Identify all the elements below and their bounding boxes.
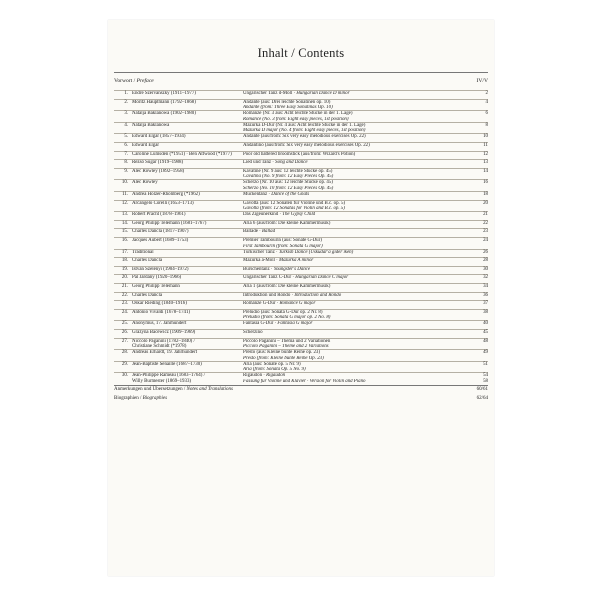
entry-page: 14 xyxy=(483,168,488,174)
entry-page: 12 xyxy=(483,151,488,157)
entry-number: 25. xyxy=(121,321,128,327)
preface-label: Vorwort / xyxy=(114,78,137,84)
entry-page: 10 xyxy=(483,134,488,140)
entry-number: 1. xyxy=(124,91,128,96)
entry-page: 34 xyxy=(483,284,488,289)
entry-composer: Arcangelo Corelli (1653–1713) xyxy=(132,200,194,206)
entry-number: 24. xyxy=(121,309,128,315)
entry-composer-2: Christiane Schmidt (*1978) xyxy=(132,344,187,350)
entry-work-title: Andante (aus: Drei leichte Sonatinen op. 10) xyxy=(243,99,331,105)
entry-page: 13 xyxy=(483,160,488,166)
entry-work xyxy=(243,201,474,212)
entry-page: 18 xyxy=(483,192,488,197)
entry-number: 12. xyxy=(121,200,128,206)
entry-number: 20. xyxy=(121,275,128,281)
preface-entry xyxy=(114,78,488,90)
entry-work-subtitle: Romance (No. 3 from: Eight easy pieces, 1st position) xyxy=(243,116,349,122)
entry-composer: Alec Rowley (1892–1958) xyxy=(132,168,185,174)
footer-page: 60/61 xyxy=(476,387,488,392)
entry-work-title: Premier Tambourin (aus: Sonate G-Dur) xyxy=(243,238,322,243)
entry-work-title: Ballade · xyxy=(243,229,263,235)
entry-work-title: Romanze G-Dur · xyxy=(243,301,280,307)
preface-label-en: Preface xyxy=(136,78,154,84)
entry-work-subtitle: Piccolo Paganini – Theme and 2 Variations xyxy=(243,344,329,350)
entry-work-title-en: Song and Dance xyxy=(275,160,308,166)
entry-work-title: Romanze (Nr. 3 aus: Acht leichte Stücke in der 1. Lage) xyxy=(243,111,353,117)
entry-work-title: Lied und Tanz · xyxy=(243,160,276,166)
entry-number: 7. xyxy=(124,151,128,157)
entry-number: 30. xyxy=(121,373,128,379)
entry-composer: Jean-Philippe Rameau (1683–1764) / xyxy=(132,373,205,379)
entry-number: 16. xyxy=(121,238,128,243)
entry-work xyxy=(243,373,474,384)
entry-work-title: Aria 6 (aus/from: Die kleine Kammermusik) xyxy=(243,220,331,226)
entry-composer: Alec Rowley xyxy=(132,180,158,186)
entry-work-title-en: Ballad xyxy=(262,229,276,235)
entry-number: 26. xyxy=(121,330,128,335)
entry-work-subtitle: Aria (from: Sonata Op. 5 No. 9) xyxy=(243,367,306,373)
entry-number: 4. xyxy=(124,122,128,128)
entry-work-title: Das Zigeunerkind · xyxy=(243,212,283,218)
entry-work xyxy=(243,91,474,97)
entry-page: 54 xyxy=(483,373,488,379)
entry-work-title: Rigaudon · xyxy=(243,373,267,379)
entry-composer: Edward Elgar xyxy=(132,143,160,148)
entry-work xyxy=(243,301,474,307)
entry-work-title: Piccolo Paganini – Thema und 2 Variationen xyxy=(243,338,331,344)
entry-work-subtitle: Scherzo (No. 10 from: 12 Easy Pieces Op. 45) xyxy=(243,185,334,191)
entry-page: 38 xyxy=(483,309,488,315)
entry-composer: István Szelényi (1904–1972) xyxy=(132,266,189,272)
entry-work xyxy=(243,350,474,361)
entry-work-title: Kavatine (Nr. 9 aus: 12 leichte Stücke op. 45) xyxy=(243,168,333,174)
entry-number: 14. xyxy=(121,220,128,226)
entry-page: 20 xyxy=(483,200,488,206)
entry-page: 21 xyxy=(483,212,488,218)
footer-label: Biographien / xyxy=(114,396,143,401)
entry-work-title: Andantino (aus/from: Six very easy melodious exercises Op. 22) xyxy=(243,143,370,148)
entry-number: 9. xyxy=(124,168,128,174)
entry-work xyxy=(243,152,474,158)
entry-work-title: Poor old battered broomstick (aus/from: Wizard's Potion) xyxy=(243,151,356,157)
entry-composer: Oskar Rieding (1840–1916) xyxy=(132,301,187,307)
entry-page: 4 xyxy=(485,99,488,105)
entry-work-title: Fantasia G-Dur · xyxy=(243,321,278,327)
entry-work-subtitle: Preludio (from: Sonata G major op. 2 No. 8) xyxy=(243,315,331,321)
entry-composer: Rezső Sugár (1919–1988) xyxy=(132,160,184,166)
entry-work-title: Burschentanz · xyxy=(243,266,274,272)
entry-work xyxy=(243,100,474,111)
entry-work xyxy=(243,330,474,336)
entry-work-title: Andante (aus/from: Six very easy melodious exercises Op. 22) xyxy=(243,134,366,140)
entry-page: 40 xyxy=(483,321,488,327)
entry-number: 23. xyxy=(121,301,128,307)
entry-work-title: Mazurka a-Moll · xyxy=(243,258,279,264)
entry-number: 17. xyxy=(121,249,128,255)
entry-work-subtitle: Cavatina (No. 9 from: 12 Easy Pieces Op. 45) xyxy=(243,174,334,180)
entry-work-title: Aria 1 (aus/from: Die kleine Kammermusik) xyxy=(243,284,331,289)
footer-label-en: Biographies xyxy=(142,396,168,401)
footer-entry xyxy=(114,387,488,392)
entry-composer: Antonio Vivaldi (1678–1741) xyxy=(132,309,191,315)
entry-composer: Georg Philipp Telemann xyxy=(132,284,180,289)
entry-composer: Charles Dancla xyxy=(132,292,163,298)
entry-page: 24 xyxy=(483,238,488,243)
entry-page: 11 xyxy=(483,143,488,148)
entry-page: 36 xyxy=(483,292,488,298)
entry-work-subtitle: Fassung für Violine und Klavier · Version for Violin and Piano xyxy=(243,378,366,384)
footer-label: Anmerkungen und Übersetzungen / xyxy=(114,387,187,392)
entry-composer: Pál Járdány (1920–1966) xyxy=(132,275,182,281)
entry-page: 16 xyxy=(483,180,488,186)
entry-work-subtitle: Presto (from: Kleine bunte Reihe Op. 23) xyxy=(243,355,324,361)
entry-number: 6. xyxy=(124,143,128,148)
entry-number: 15. xyxy=(121,229,128,235)
entry-composer: Edward Elgar (1857–1934) xyxy=(132,134,186,140)
entry-work xyxy=(243,293,474,299)
entry-composer: Natalja Baklanowa (1902–1980) xyxy=(132,111,196,117)
entry-work xyxy=(243,221,474,227)
entry-page: 51 xyxy=(483,361,488,367)
entry-page: 48 xyxy=(483,338,488,344)
entry-composer: Endre Szervánszky (1911–1977) xyxy=(132,91,196,96)
footer-entry xyxy=(114,396,488,401)
entry-work xyxy=(243,321,474,327)
entry-page: 30 xyxy=(483,266,488,272)
entry-work xyxy=(243,180,474,191)
entry-work-title: Scherzo (Nr. 10 aus: 12 leichte Stücke op. 45) xyxy=(243,180,333,186)
entry-composer: Andreas Erhardt, 19. Jahrhundert xyxy=(132,350,198,356)
entry-composer: Niccolò Paganini (1782–1840) / xyxy=(132,338,195,344)
entry-work xyxy=(243,339,474,350)
entry-number: 22. xyxy=(121,292,128,298)
entry-page: 32 xyxy=(483,275,488,281)
entry-work xyxy=(243,123,474,134)
entry-work-title: Presto (aus: Kleine bunte Reihe op. 23) xyxy=(243,350,321,356)
entry-number: 27. xyxy=(121,338,128,344)
entry-work xyxy=(243,258,474,264)
entry-number: 10. xyxy=(121,180,128,186)
entry-work xyxy=(243,310,474,321)
entry-page: 28 xyxy=(483,258,488,264)
entry-work-title-en: Introduction and Rondo xyxy=(294,292,342,298)
entry-work-subtitle: Andante (from: Three Easy Sonatinas Op. 10) xyxy=(243,105,333,111)
entry-work xyxy=(243,134,474,140)
entry-composer: Georg Philipp Telemann (1681–1767) xyxy=(132,220,207,226)
entry-composer: Traditional xyxy=(132,249,154,255)
divider xyxy=(114,385,488,386)
entry-number: 18. xyxy=(121,258,128,264)
entry-work xyxy=(243,160,474,166)
entry-composer: Moritz Hauptmann (1792–1868) xyxy=(132,99,196,105)
entry-work xyxy=(243,111,474,122)
entry-page: 45 xyxy=(483,330,488,335)
entry-number: 28. xyxy=(121,350,128,356)
entry-work-title: Mazurka D-Dur (Nr. 4 aus: Acht leichte Stücke in der 1. Lage) xyxy=(243,122,366,128)
entry-work-title: Preludio (aus: Sonata G-Dur op. 2 Nr. 8) xyxy=(243,309,323,315)
entry-composer: Charles Dancla (1817–1907) xyxy=(132,229,189,235)
entry-work-title-en: Mazurka A minor xyxy=(279,258,314,264)
entry-number: 29. xyxy=(121,361,128,367)
entry-work-title: Mückentanz · xyxy=(243,192,272,197)
entry-number: 21. xyxy=(121,284,128,289)
entry-page: 49 xyxy=(483,350,488,356)
entry-work-title-en: Romance G major xyxy=(279,301,316,307)
footer-label-en: Notes and Translations xyxy=(186,387,233,392)
entry-work xyxy=(243,362,474,373)
page-title: Inhalt / Contents xyxy=(257,46,345,60)
entry-number: 19. xyxy=(121,266,128,272)
contents-entry xyxy=(114,372,488,385)
entry-work-subtitle: Mazurka D major (No. 4 from: Eight easy pieces, 1st position) xyxy=(243,128,366,134)
entry-page: 6 xyxy=(485,111,488,117)
entry-composer: Andrea Holzer-Rhomberg (*1962) xyxy=(132,192,200,197)
entry-work-title-en: Hungarian Dance D minor xyxy=(296,91,350,96)
entry-number: 5. xyxy=(124,134,128,140)
entry-composer: Anonymus, 17. Jahrhundert xyxy=(132,321,187,327)
entry-number: 11. xyxy=(122,192,128,197)
entry-page: 22 xyxy=(483,220,488,226)
entry-work xyxy=(243,267,474,273)
entry-page: 23 xyxy=(483,229,488,235)
entry-work-title: Aria (aus: Sonate op. 5 Nr. 9) xyxy=(243,361,301,367)
contents-page xyxy=(108,20,494,576)
footer-page: 62/64 xyxy=(476,396,488,401)
entry-page: 2 xyxy=(485,91,488,96)
entry-page: 8 xyxy=(485,122,488,128)
entry-work-title-en: Fantasia G major xyxy=(277,321,313,327)
entry-number: 8. xyxy=(124,160,128,166)
entry-work-title-en: The Gypsy Child xyxy=(282,212,316,218)
entry-number: 13. xyxy=(121,212,128,218)
entry-number: 3. xyxy=(124,111,128,117)
divider xyxy=(114,72,488,73)
entry-work-title-en: Rigaudon xyxy=(266,373,286,379)
entry-work xyxy=(243,192,474,198)
entry-work xyxy=(243,250,474,256)
entry-page: 26 xyxy=(483,249,488,255)
entry-page-2: 58 xyxy=(483,378,488,384)
entry-work-title: Introduktion und Rondo · xyxy=(243,292,295,298)
entry-work-title: Ungarischer Tanz C-Dur · xyxy=(243,275,296,281)
entry-work-title: Ungarischer Tanz d-Moll · xyxy=(243,91,297,96)
entry-work-title: Türkischer Tanz · xyxy=(243,249,279,255)
entry-work-title-en: Dance of the Gnats xyxy=(271,192,310,197)
entry-work xyxy=(243,212,474,218)
entry-composer-2: Willy Burmester (1869–1933) xyxy=(132,378,192,384)
entry-composer: Caroline Lumsden (*1951) · Ben Attwood (*1977) xyxy=(132,151,232,157)
entry-work xyxy=(243,169,474,180)
entry-work-title-en: Hungarian Dance C major xyxy=(295,275,349,281)
entry-composer: Jean-Baptiste Senaillé (1687–1730) xyxy=(132,361,202,367)
entry-number: 2. xyxy=(124,99,128,105)
entry-page: 37 xyxy=(483,301,488,307)
entry-work xyxy=(243,238,474,249)
entry-work-title: Gavotta (aus: 12 Sonaten für Violine und B.c. op. 5) xyxy=(243,200,346,206)
entry-work-subtitle: First Tambourin (from: Sonata G major) xyxy=(243,243,323,249)
entry-work-title: Scherzino xyxy=(243,330,263,335)
entry-composer: Natalja Baklanowa xyxy=(132,122,170,128)
entry-work-subtitle: Gavotta (from: 12 Sonatas for Violin and B.c. op. 5) xyxy=(243,206,345,212)
preface-page: IV/V xyxy=(476,78,488,84)
entry-work-title-en: Youngster's Dance xyxy=(273,266,311,272)
entry-work xyxy=(243,143,474,149)
entry-work xyxy=(243,275,474,281)
entry-composer: Robert Pracht (1878–1961) xyxy=(132,212,186,218)
entry-composer: Charles Dancla xyxy=(132,258,163,264)
entry-work xyxy=(243,284,474,290)
entry-work xyxy=(243,229,474,235)
entry-composer: Jacques Aubert (1689–1753) xyxy=(132,238,189,243)
entry-work-title-en: Turkish Dance (Üsküdar'a gider iken) xyxy=(278,249,354,255)
entry-composer: Grażyna Bacewicz (1909–1969) xyxy=(132,330,196,335)
